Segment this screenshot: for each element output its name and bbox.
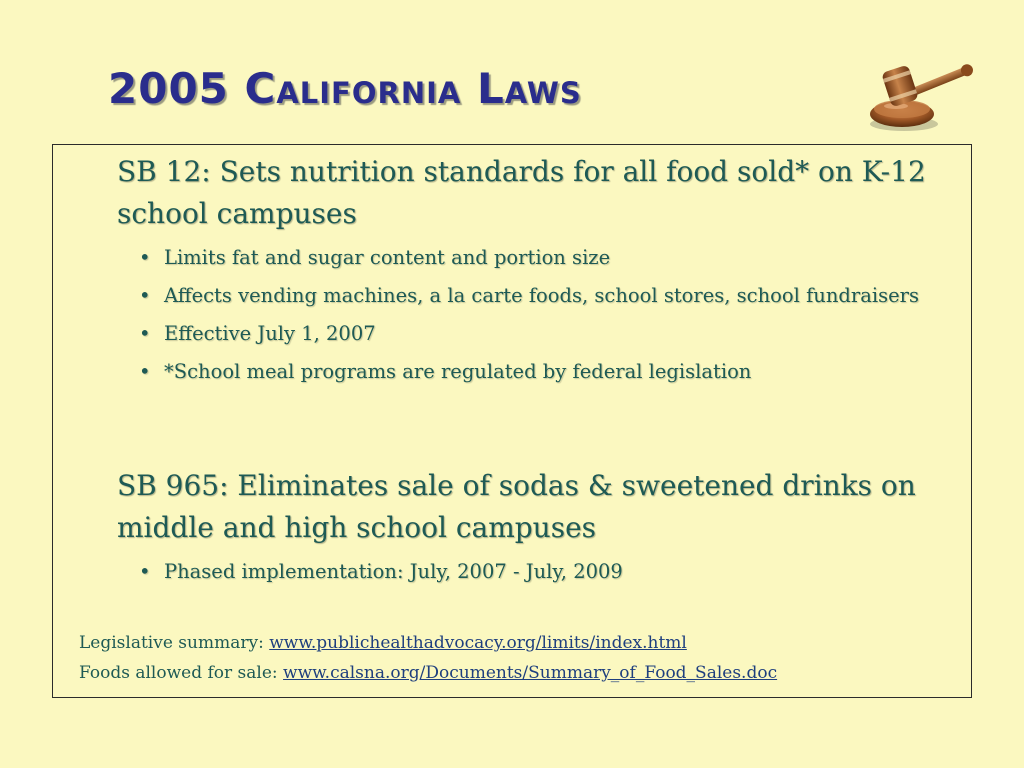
foods-allowed-link[interactable]: www.calsna.org/Documents/Summary_of_Food_Sales.doc [283,663,778,683]
list-item: • Effective July 1, 2007 [137,319,937,348]
reference-row [79,628,959,658]
reference-label: Foods allowed for sale: [79,663,284,683]
list-item: • *School meal programs are regulated by federal legislation [137,357,937,386]
legislative-summary-link[interactable]: www.publichealthadvocacy.org/limits/index.html [269,633,687,653]
list-item: • Limits fat and sugar content and portion size [137,243,937,272]
reference-label: Legislative summary: [79,633,270,653]
slide-title: 2005 California Laws [108,64,582,113]
content-box [52,144,972,698]
gavel-icon [866,56,982,132]
reference-row [79,658,959,688]
sb12-bullet-list [137,243,937,395]
law-sb965-heading: SB 965: Eliminates sale of sodas & sweetened drinks on middle and high school campuses [117,469,916,544]
list-item: • Affects vending machines, a la carte foods, school stores, school fundraisers [137,281,937,310]
references [79,628,959,688]
list-item: • Phased implementation: July, 2007 - July, 2009 [137,557,937,586]
sb965-bullet-list [137,557,937,595]
law-sb12-heading: SB 12: Sets nutrition standards for all food sold* on K-12 school campuses [117,155,926,230]
